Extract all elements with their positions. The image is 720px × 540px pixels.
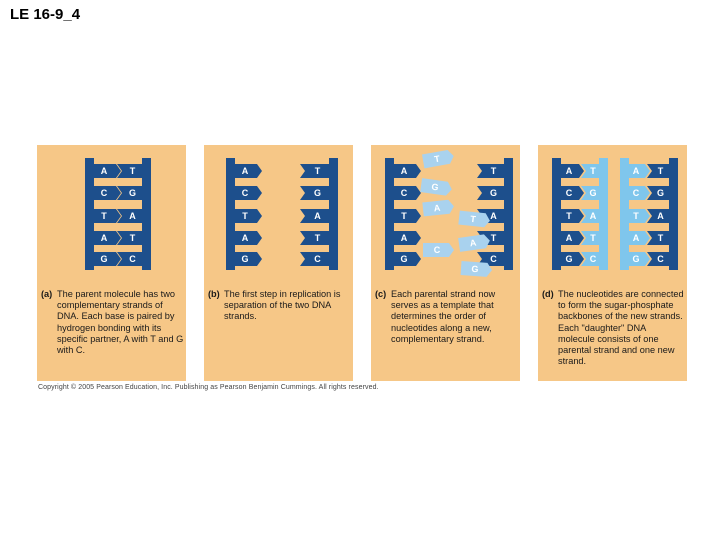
panel-d-caption-text: The nucleotides are connected to form the sugar-phosphate backbones of the new strands. Each "daughter" DNA molecule consists of one parental strand and one new strand. <box>558 289 684 367</box>
free-nucleotide-3 <box>423 243 454 257</box>
mol1-new-base-1-label: G <box>589 188 597 198</box>
left-base-3-label: A <box>100 233 108 243</box>
left-base-4-label: G <box>241 254 249 264</box>
free-nucleotide-label: T <box>469 213 477 225</box>
mol1-parent-base-0-label: A <box>565 166 573 176</box>
mol2-new-base-3-label: A <box>632 233 640 243</box>
right-base-0-label: T <box>490 166 497 176</box>
right-base-3-label: T <box>314 233 321 243</box>
left-base-2-label: T <box>242 211 248 221</box>
left-base-0-label: A <box>241 166 249 176</box>
right-base-2-label: A <box>490 211 497 221</box>
left-base-3-label: A <box>400 233 408 243</box>
panel-b <box>204 145 353 381</box>
panel-b-tag: (b) <box>208 289 220 299</box>
left-base-4-label: G <box>100 254 108 264</box>
mol1-new-base-2-label: A <box>589 211 597 221</box>
mol1-new-base-0-label: T <box>590 166 596 176</box>
left-base-0-label: A <box>100 166 108 176</box>
free-nucleotide-label: G <box>430 181 440 193</box>
mol1-parent-base-1-label: C <box>565 188 573 198</box>
panel-a-tag: (a) <box>41 289 53 299</box>
panel-a <box>37 145 186 381</box>
panel-d <box>538 145 687 381</box>
panel-c <box>371 145 520 381</box>
right-base-0-label: T <box>129 166 136 176</box>
free-nucleotide-label: G <box>471 263 479 275</box>
left-base-1-label: C <box>100 188 108 198</box>
free-nucleotide-6 <box>461 261 493 277</box>
panel-d-tag: (d) <box>542 289 554 299</box>
left-base-3-label: A <box>241 233 249 243</box>
free-nucleotide-label: T <box>433 153 441 165</box>
left-base-2-label: T <box>101 211 107 221</box>
mol1-parent-base-3-label: A <box>565 233 573 243</box>
free-nucleotide-label: A <box>469 237 477 249</box>
free-nucleotide-2 <box>422 199 454 216</box>
right-base-2-label: A <box>129 211 136 221</box>
free-nucleotide-label: C <box>433 245 441 255</box>
panel-c-caption <box>375 289 518 345</box>
panel-c-tag: (c) <box>375 289 387 299</box>
left-base-2-label: T <box>401 211 407 221</box>
mol2-new-base-1-label: C <box>632 188 640 198</box>
mol2-new-base-0-label: A <box>632 166 640 176</box>
left-base-1-label: C <box>400 188 408 198</box>
slide-title: LE 16-9_4 <box>10 6 81 23</box>
mol1-parent-base-4-label: G <box>565 254 573 264</box>
free-nucleotide-label: A <box>433 202 441 214</box>
panel-a-caption-text: The parent molecule has two complementary strands of DNA. Each base is paired by hydrogen bonding with its specific partner, A with T and G with C. <box>57 289 184 356</box>
panel-d-caption <box>542 289 685 367</box>
right-base-1-label: G <box>313 188 322 198</box>
right-base-1-label: G <box>489 188 498 198</box>
mol2-parent-base-3-label: T <box>657 233 664 243</box>
mol1-parent-base-2-label: T <box>566 211 572 221</box>
right-base-3-label: T <box>129 233 136 243</box>
panel-b-caption <box>208 289 351 323</box>
mol2-parent-base-2-label: A <box>657 211 664 221</box>
right-base-4-label: C <box>490 254 497 264</box>
mol2-new-base-2-label: T <box>633 211 639 221</box>
panel-c-diagram <box>371 145 520 381</box>
mol2-parent-base-1-label: G <box>656 188 665 198</box>
panel-a-caption <box>41 289 184 356</box>
copyright-notice: Copyright © 2005 Pearson Education, Inc. Publishing as Pearson Benjamin Cummings. All rights reserved. <box>38 384 379 391</box>
mol2-parent-base-4-label: C <box>657 254 664 264</box>
left-base-0-label: A <box>400 166 408 176</box>
right-base-3-label: T <box>490 233 497 243</box>
right-parent-strand <box>669 158 678 270</box>
free-nucleotide-0 <box>422 149 455 168</box>
left-base-1-label: C <box>241 188 249 198</box>
right-base-0-label: T <box>314 166 321 176</box>
right-base-1-label: G <box>128 188 137 198</box>
mol2-new-base-4-label: G <box>632 254 640 264</box>
mol1-new-base-3-label: T <box>590 233 596 243</box>
right-base-4-label: C <box>129 254 136 264</box>
left-base-4-label: G <box>400 254 408 264</box>
panel-b-caption-text: The first step in replication is separation of the two DNA strands. <box>224 289 341 322</box>
panel-b-diagram <box>204 145 353 381</box>
mol2-parent-base-0-label: T <box>657 166 664 176</box>
right-base-4-label: C <box>314 254 321 264</box>
free-nucleotide-1 <box>420 178 453 196</box>
panel-c-caption-text: Each parental strand now serves as a template that determines the order of nucleotides along a new, complementary strand. <box>391 289 496 344</box>
right-base-2-label: A <box>314 211 321 221</box>
mol1-new-base-4-label: C <box>589 254 597 264</box>
